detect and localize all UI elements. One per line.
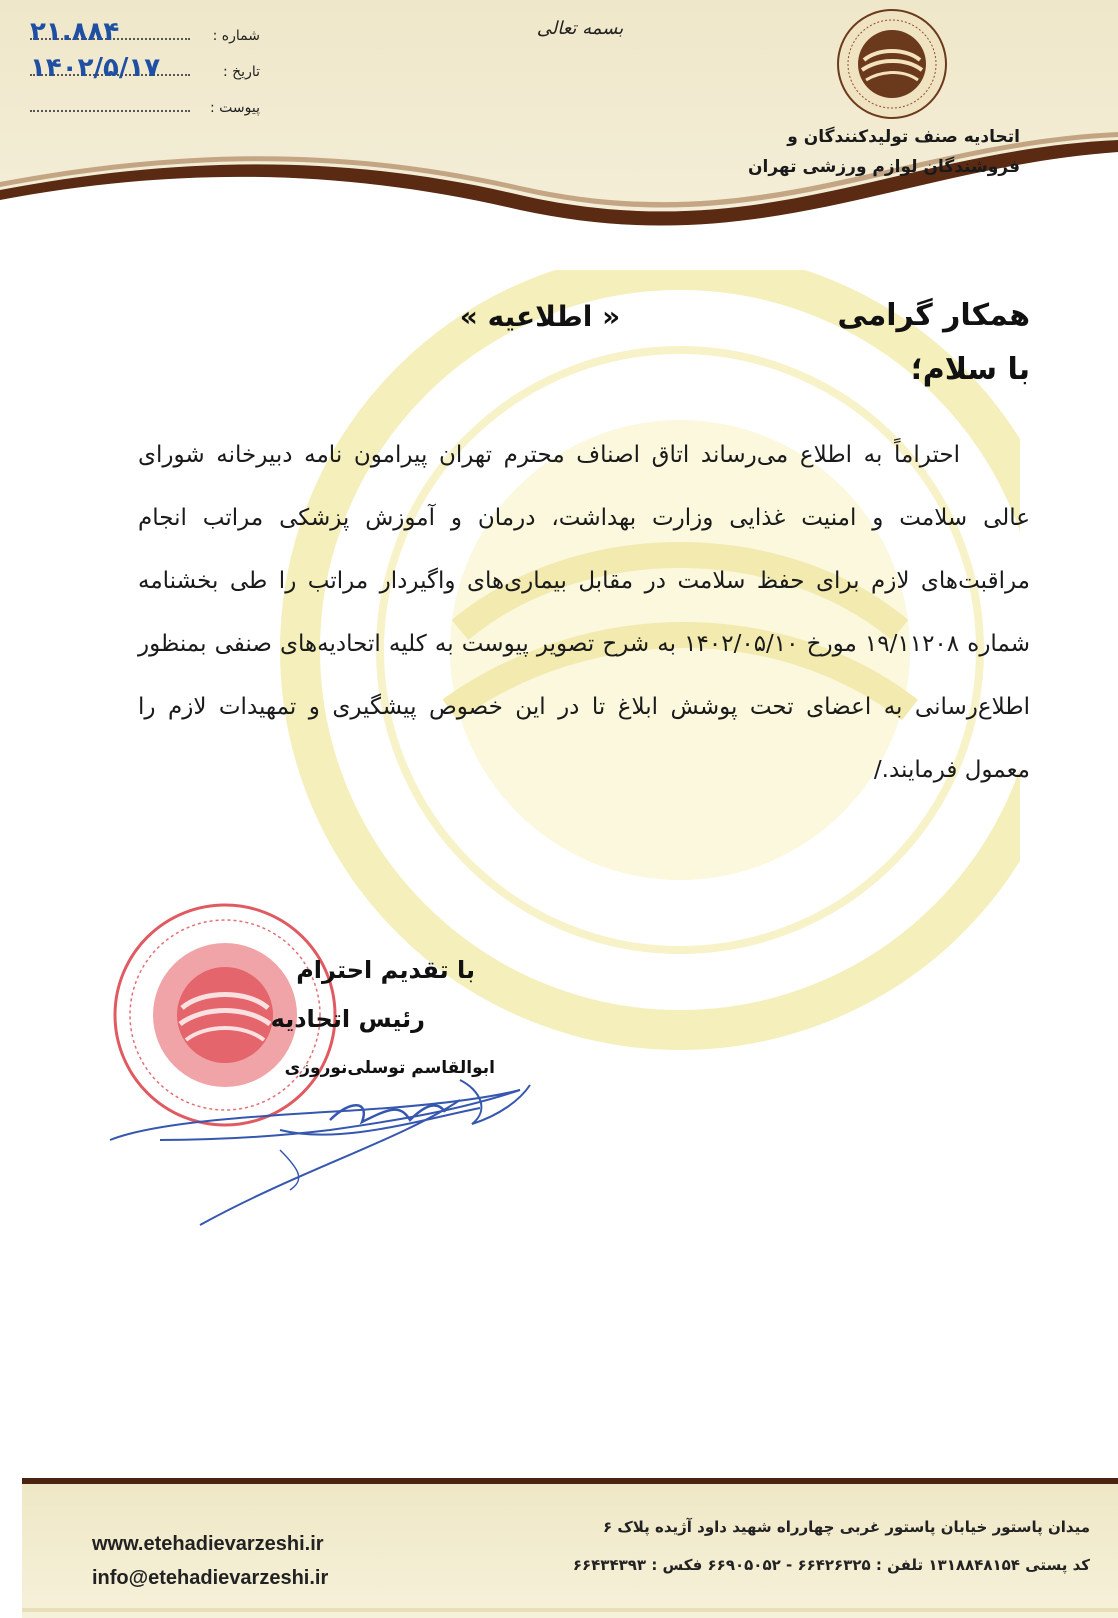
date-value: ۱۴۰۲/۵/۱۷ — [30, 53, 161, 83]
org-name-line-2: فروشندگان لوازم ورزشی تهران — [748, 157, 1020, 177]
attachment-label: پیوست : — [210, 100, 260, 116]
signature-name: ابوالقاسم توسلی‌نوروزی — [284, 1058, 495, 1078]
letter-meta — [30, 18, 260, 126]
footer-address-block — [480, 1508, 1090, 1584]
footer-website: www.etehadievarzeshi.ir — [92, 1533, 324, 1555]
org-logo — [836, 8, 948, 120]
letter-body — [138, 424, 1030, 802]
meta-number-row — [30, 18, 260, 54]
org-name — [720, 122, 1020, 182]
letter-body-paragraph: احتراماً به اطلاع می‌رساند اتاق اصناف محترم تهران پیرامون نامه دبیرخانه شورای عالی سلامت و امنیت غذایی وزارت بهداشت، درمان و آموزش پزشکی مراتب انجام مراقبت‌های لازم برای حفظ سلامت در مقابل بیماری‌های واگیردار مراتب را طی بخشنامه شماره ۱۹/۱۱۲۰۸ مورخ ۱۴۰۲/۰۵/۱۰ به شرح تصویر پیوست به کلیه اتحادیه‌های صنفی بمنظور اطلاع‌رسانی به اعضای تحت پوشش ابلاغ تا در این خصوص پیشگیری و تمهیدات لازم را معمول فرمایند./ — [138, 442, 1030, 783]
footer-bottom-line — [22, 1608, 1118, 1612]
number-label: شماره : — [212, 28, 260, 44]
meta-date-row — [30, 54, 260, 90]
greeting: با سلام؛ — [910, 352, 1030, 387]
meta-attachment-row — [30, 90, 260, 126]
attachment-dots — [30, 110, 190, 112]
signature-regards: با تقدیم احترام — [296, 956, 475, 984]
salutation: همکار گرامی — [837, 298, 1030, 333]
signature-role: رئیس اتحادیه — [270, 1005, 425, 1033]
number-value: ۲۱.۸۸۴ — [30, 17, 120, 47]
footer-email: info@etehadievarzeshi.ir — [92, 1567, 329, 1589]
notice-title: « اطلاعیه » — [459, 300, 621, 333]
footer-web-block — [92, 1527, 392, 1595]
date-label: تاریخ : — [222, 64, 260, 80]
bismillah: بسمه تعالی — [536, 18, 624, 39]
footer-contact: کد پستی ۱۳۱۸۸۴۸۱۵۴ تلفن : ۶۶۴۲۶۳۲۵ - ۶۶۹۰۵۰۵۲ فکس : ۶۶۴۳۴۳۹۳ — [572, 1556, 1090, 1574]
footer-address: میدان پاستور خیابان پاستور غربی چهارراه شهید داود آژیده پلاک ۶ — [603, 1518, 1090, 1536]
handwritten-signature — [100, 1060, 660, 1230]
org-name-line-1: اتحادیه صنف تولیدکنندگان و — [787, 127, 1020, 147]
